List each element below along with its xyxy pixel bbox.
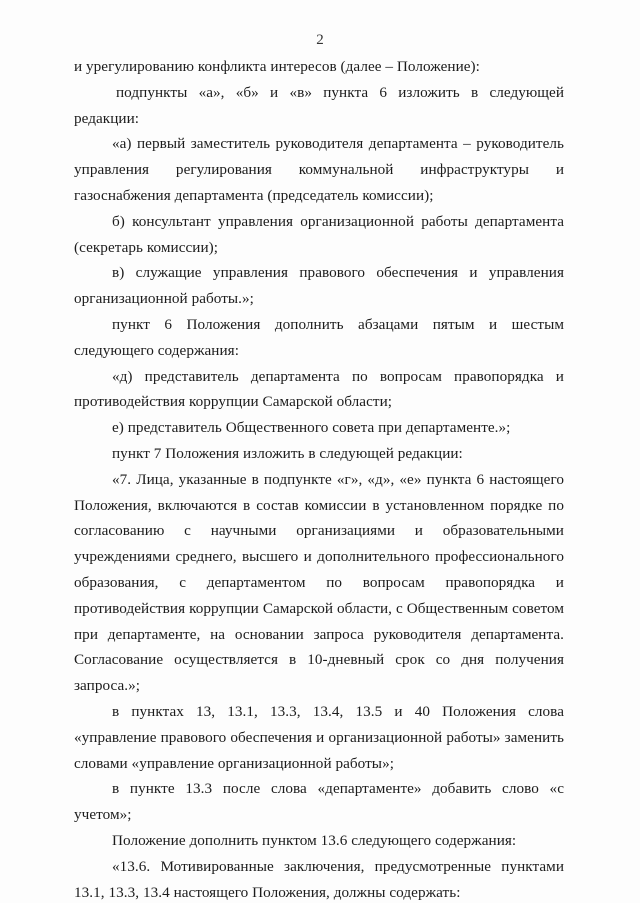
paragraph: е) представитель Общественного совета при департаменте.»; xyxy=(112,419,511,437)
paragraph: Положение дополнить пунктом 13.6 следующего содержания: xyxy=(112,831,517,849)
paragraph: «а) первый заместитель руководителя департамента – руководитель управления регулирования коммунальной инфраструктуры и газоснабжения департамента (председатель комиссии); xyxy=(74,135,564,204)
paragraph: в пункте 13.3 после слова «департаменте» добавить слово «с учетом»; xyxy=(74,780,564,824)
paragraph: пункт 7 Положения изложить в следующей редакции: xyxy=(112,444,463,462)
paragraph: в пунктах 13, 13.1, 13.3, 13.4, 13.5 и 40 Положения слова «управление правового обеспечения и организационной работы» заменить словами «управление организационной работы»; xyxy=(74,702,564,772)
page-number: 2 xyxy=(316,32,324,48)
paragraph: и урегулированию конфликта интересов (далее – Положение): xyxy=(74,58,480,75)
paragraph: б) консультант управления организационной работы департамента (секретарь комиссии); xyxy=(74,212,564,256)
paragraph: «7. Лица, указанные в подпункте «г», «д», «е» пункта 6 настоящего Положения, включаются в состав комиссии в установленном порядке по согласованию с научными организациями и образовательными учреждениями среднего, высшего и дополнительного профессионального образования, с департаментом по вопросам правопорядка и противодействия коррупции Самарской области, с Общественным советом при департаменте, на основании запроса руководителя департамента. Согласование осуществляется в 10-дневный срок со дня получения запроса.»; xyxy=(74,470,564,695)
paragraph: в) служащие управления правового обеспечения и управления организационной работы.»; xyxy=(74,264,564,308)
paragraph: «д) представитель департамента по вопросам правопорядка и противодействия коррупции Самарской области; xyxy=(74,367,564,411)
paragraph: «13.6. Мотивированные заключения, предусмотренные пунктами 13.1, 13.3, 13.4 настоящего Положения, должны содержать: xyxy=(74,857,564,901)
document-body xyxy=(74,54,564,905)
paragraph: пункт 6 Положения дополнить абзацами пятым и шестым следующего содержания: xyxy=(74,315,564,359)
paragraph: подпункты «а», «б» и «в» пункта 6 изложить в следующей редакции: xyxy=(74,83,564,127)
